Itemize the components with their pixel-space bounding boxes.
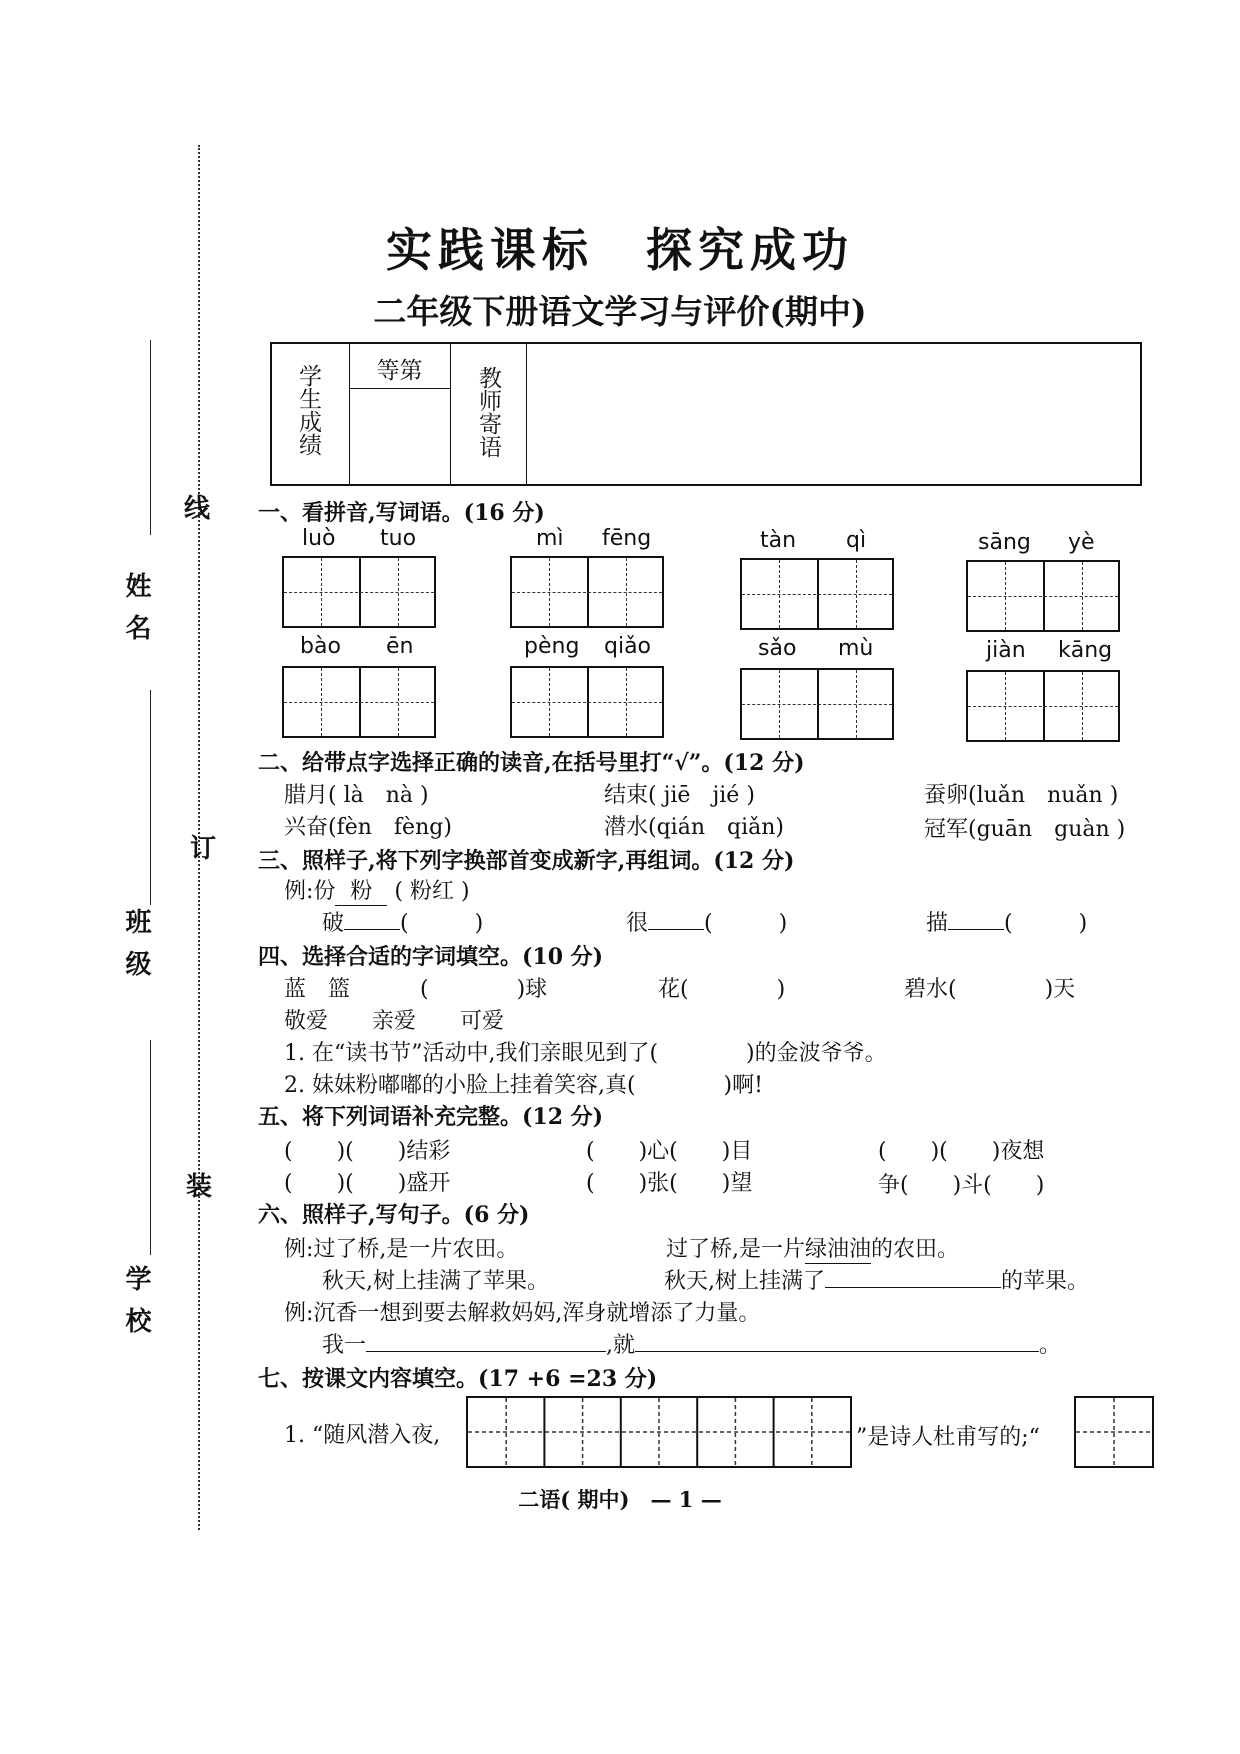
tianzi-grid[interactable] xyxy=(740,558,894,630)
tianzi-grid[interactable] xyxy=(966,560,1120,632)
binding-char-zhuang: 装 xyxy=(186,1172,213,1202)
tianzi-grid[interactable] xyxy=(966,670,1120,742)
reading-choice[interactable]: 蚕卵(luǎn nuǎn ) xyxy=(924,783,1119,808)
pinyin: mì xyxy=(536,526,564,551)
section-4-heading: 四、选择合适的字词填空。(10 分) xyxy=(258,944,604,970)
tianzi-grid[interactable] xyxy=(282,666,436,738)
reading-choice[interactable]: 兴奋(fèn fèng) xyxy=(284,815,452,840)
section-5-heading: 五、将下列词语补充完整。(12 分) xyxy=(258,1104,604,1130)
name-line xyxy=(150,340,151,535)
school-line xyxy=(150,1040,151,1255)
example-sentence-expanded: 过了桥,是一片绿油油的农田。 xyxy=(666,1232,959,1264)
idiom-blank[interactable]: ( )张( )望 xyxy=(586,1171,753,1196)
teacher-note-label: 教师寄语 xyxy=(475,366,501,458)
choice-words: 蓝 篮 xyxy=(284,977,351,1002)
pinyin: luò xyxy=(302,526,336,551)
idiom-blank[interactable]: ( )( )盛开 xyxy=(284,1171,451,1196)
choice-words: 敬爱 亲爱 可爱 xyxy=(284,1009,505,1034)
grade-value[interactable] xyxy=(350,390,449,484)
name-label: 姓名 xyxy=(121,572,151,656)
pinyin: qì xyxy=(846,528,867,553)
page-subtitle: 二年级下册语文学习与评价(期中) xyxy=(373,292,867,331)
practice-sentence-blank[interactable]: 我一 ,就 。 xyxy=(322,1333,1062,1358)
pinyin: bào xyxy=(300,634,341,659)
section-7-heading: 七、按课文内容填空。(17 +6 =23 分) xyxy=(258,1366,658,1392)
teacher-note-area[interactable] xyxy=(528,346,1140,484)
pinyin: qiǎo xyxy=(604,634,652,659)
fill-blank[interactable]: 碧水( )天 xyxy=(904,977,1076,1002)
pinyin: pèng xyxy=(524,634,580,659)
reading-choice[interactable]: 结束( jiē jié ) xyxy=(604,783,755,808)
binding-char-ding: 订 xyxy=(190,834,217,864)
fill-sentence[interactable]: 1. 在“读书节”活动中,我们亲眼见到了( )的金波爷爷。 xyxy=(284,1041,887,1066)
pinyin: sǎo xyxy=(758,636,797,661)
practice-sentence-blank[interactable]: 秋天,树上挂满了 的苹果。 xyxy=(664,1269,1090,1294)
tianzi-grid[interactable] xyxy=(282,556,436,628)
pinyin: mù xyxy=(838,636,874,661)
tianzi-grid[interactable] xyxy=(740,668,894,740)
radical-item[interactable]: 很 ( ) xyxy=(626,911,788,936)
practice-sentence: 秋天,树上挂满了苹果。 xyxy=(322,1269,549,1294)
reading-choice[interactable]: 潜水(qián qiǎn) xyxy=(604,815,784,840)
pinyin: jiàn xyxy=(986,638,1026,663)
radical-item[interactable]: 破 ( ) xyxy=(322,911,484,936)
idiom-blank[interactable]: ( )( )夜想 xyxy=(878,1139,1045,1164)
fill-sentence[interactable]: 2. 妹妹粉嘟嘟的小脸上挂着笑容,真( )啊! xyxy=(284,1073,763,1098)
pinyin: yè xyxy=(1068,530,1095,555)
fill-blank[interactable]: ( )球 xyxy=(420,977,548,1002)
example-sentence: 例:沉香一想到要去解救妈妈,浑身就增添了力量。 xyxy=(284,1301,761,1326)
pinyin: fēng xyxy=(602,526,652,551)
poem-answer-grid-2[interactable] xyxy=(1074,1396,1154,1468)
school-label: 学校 xyxy=(121,1265,151,1349)
idiom-blank[interactable]: ( )心( )目 xyxy=(586,1139,753,1164)
reading-choice[interactable]: 腊月( là nà ) xyxy=(284,783,429,808)
class-line xyxy=(150,690,151,905)
score-table xyxy=(270,342,1142,486)
page-footer: 二语( 期中) — 1 — xyxy=(518,1487,722,1512)
grade-label: 等第 xyxy=(376,358,423,384)
poem-prompt: 1. “随风潜入夜, xyxy=(284,1423,441,1448)
pinyin: ēn xyxy=(386,634,414,659)
binding-char-xian: 线 xyxy=(184,494,211,524)
tianzi-grid[interactable] xyxy=(510,666,664,738)
poem-prompt-continued: ”是诗人杜甫写的;“ xyxy=(856,1425,1040,1450)
section-2-heading: 二、给带点字选择正确的读音,在括号里打“√”。(12 分) xyxy=(258,750,805,776)
section-6-heading: 六、照样子,写句子。(6 分) xyxy=(258,1202,530,1228)
pinyin: kāng xyxy=(1058,638,1113,663)
page-title: 实践课标 探究成功 xyxy=(386,223,854,277)
poem-answer-grid[interactable] xyxy=(466,1396,852,1468)
pinyin: sāng xyxy=(978,530,1031,555)
section-3-heading: 三、照样子,将下列字换部首变成新字,再组词。(12 分) xyxy=(258,848,795,874)
example-row: 例:份 粉 ( 粉红 ) xyxy=(284,874,470,906)
pinyin: tuo xyxy=(380,526,417,551)
idiom-blank[interactable]: ( )( )结彩 xyxy=(284,1139,451,1164)
reading-choice[interactable]: 冠军(guān guàn ) xyxy=(924,817,1126,842)
radical-item[interactable]: 描 ( ) xyxy=(926,911,1088,936)
fill-blank[interactable]: 花( ) xyxy=(658,977,786,1002)
student-score-label: 学生成绩 xyxy=(295,364,321,456)
section-1-heading: 一、看拼音,写词语。(16 分) xyxy=(258,500,545,526)
example-sentence: 例:过了桥,是一片农田。 xyxy=(284,1237,519,1262)
pinyin: tàn xyxy=(760,528,797,553)
idiom-blank[interactable]: 争( )斗( ) xyxy=(878,1173,1045,1198)
tianzi-grid[interactable] xyxy=(510,556,664,628)
class-label: 班级 xyxy=(121,908,151,992)
